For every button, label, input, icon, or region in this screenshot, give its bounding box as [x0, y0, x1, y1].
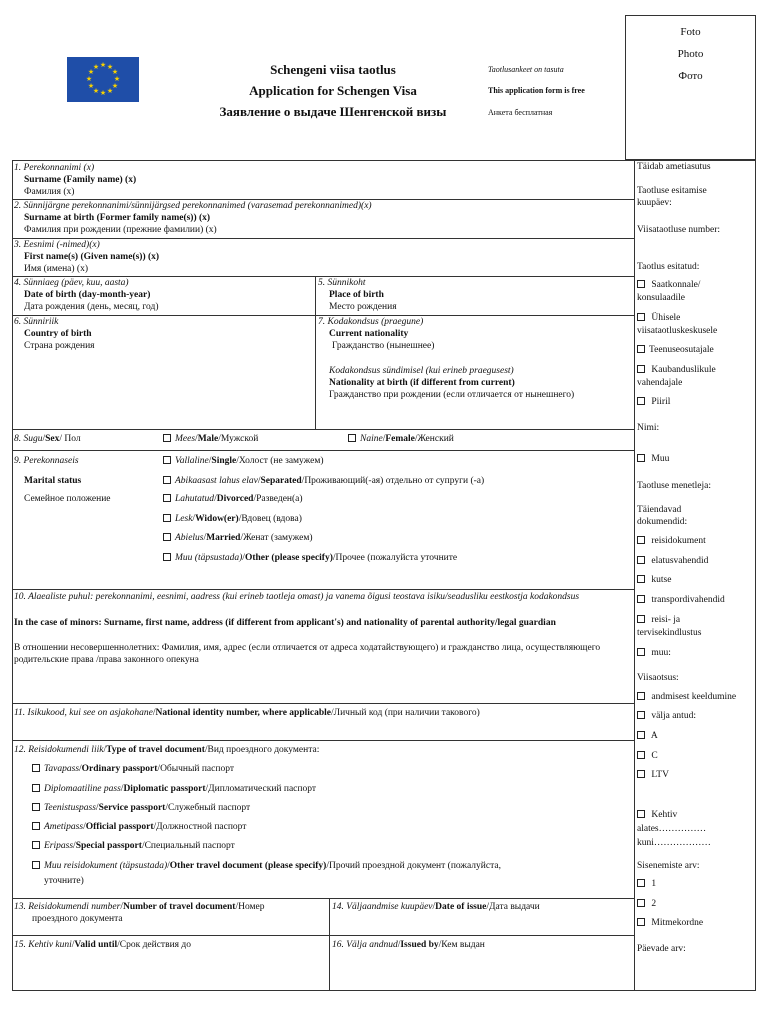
- doc-special-option[interactable]: Eripass/Special passport/Специальный паспорт: [32, 841, 235, 853]
- field-7b-en[interactable]: Nationality at birth (if different from current): [329, 378, 515, 388]
- svg-text:★: ★: [106, 87, 114, 95]
- checkbox-valid[interactable]: [637, 810, 645, 818]
- checkbox-official-passport[interactable]: [32, 822, 40, 830]
- official-docs-label: Täiendavad: [637, 505, 682, 515]
- field-9-et: 9. Perekonnaseis: [14, 456, 79, 466]
- title-et: Schengeni viisa taotlus: [270, 62, 396, 77]
- doc-travel-check[interactable]: reisidokument: [637, 536, 706, 548]
- official-column-divider: [634, 160, 635, 991]
- doc-invite-check[interactable]: kutse: [637, 575, 671, 587]
- official-header: Täidab ametiasutus: [637, 162, 711, 172]
- field-2-ru: Фамилия при рождении (прежние фамилии) (х): [24, 225, 217, 235]
- official-date-label-2: kuupäev:: [637, 198, 672, 208]
- field-10-en[interactable]: In the case of minors: Surname, first name, address (if different from applicant's) and nationality of parental authority/legal guardian: [14, 618, 556, 628]
- svg-text:★: ★: [99, 61, 107, 69]
- field-2-en[interactable]: Surname at birth (Former family name(s)) (x): [24, 213, 211, 223]
- title-en: Application for Schengen Visa: [249, 83, 417, 98]
- checkbox-doc-travel[interactable]: [637, 536, 645, 544]
- visa-type-ltv-check[interactable]: LTV: [637, 770, 669, 782]
- checkbox-refused[interactable]: [637, 692, 645, 700]
- submitted-common-option[interactable]: Ühisele: [637, 313, 680, 325]
- field-16-label[interactable]: 16. Välja andnud/Issued by/Кем выдан: [332, 940, 485, 950]
- doc-transport-check[interactable]: transpordivahendid: [637, 595, 725, 607]
- field-4-et: 4. Sünniaeg (päev, kuu, aasta): [14, 278, 129, 288]
- field-12-label: 12. Reisidokumendi liik/Type of travel document/Вид проездного документа:: [14, 745, 320, 755]
- marital-separated-option[interactable]: Abikaasast lahus elav/Separated/Проживающий(-ая) отдельно от супруги (-а): [163, 476, 484, 488]
- checkbox-married[interactable]: [163, 533, 171, 541]
- marital-divorced-option[interactable]: Lahutatud/Divorced/Разведен(а): [163, 494, 303, 506]
- field-2-et: 2. Sünnijärgne perekonnanimi/sünnijärgsed perekonnanimed (varasemad perekonnanimed)(x): [14, 201, 372, 211]
- doc-official-option[interactable]: Ametipass/Official passport/Должностной паспорт: [32, 822, 246, 834]
- field-13-cont: проездного документа: [32, 914, 123, 924]
- submitted-border-option[interactable]: Piiril: [637, 397, 670, 409]
- sex-female-option[interactable]: Naine/Female/Женский: [348, 434, 454, 446]
- official-date-label: Taotluse esitamise: [637, 186, 707, 196]
- submitted-embassy-option[interactable]: Saatkonnale/: [637, 280, 700, 292]
- checkbox-male[interactable]: [163, 434, 171, 442]
- field-6-en[interactable]: Country of birth: [24, 329, 92, 339]
- field-9-en: Marital status: [24, 476, 82, 486]
- visa-type-a-check[interactable]: A: [637, 731, 658, 743]
- svg-text:★: ★: [111, 68, 119, 76]
- checkbox-entries-multiple[interactable]: [637, 918, 645, 926]
- doc-other-option-cont: уточните): [44, 876, 84, 886]
- field-13-label[interactable]: 13. Reisidokumendi number/Number of travel document/Номер: [14, 902, 265, 912]
- svg-text:★: ★: [92, 87, 100, 95]
- svg-text:★: ★: [87, 82, 95, 90]
- field-3-en[interactable]: First name(s) (Given name(s)) (x): [24, 252, 160, 262]
- official-decision-label: Viisaotsus:: [637, 673, 679, 683]
- field-6-et: 6. Sünniriik: [14, 317, 59, 327]
- doc-ordinary-option[interactable]: Tavapass/Ordinary passport/Обычный паспорт: [32, 764, 234, 776]
- field-4-ru: Дата рождения (день, месяц, год): [24, 302, 159, 312]
- field-3-ru: Имя (имена) (х): [24, 264, 89, 274]
- checkbox-divorced[interactable]: [163, 494, 171, 502]
- checkbox-doc-invitation[interactable]: [637, 575, 645, 583]
- checkbox-type-a[interactable]: [637, 731, 645, 739]
- submitted-common-cont: viisataotluskeskusele: [637, 326, 718, 336]
- free-notice-et: Taotlusankeet on tasuta: [488, 65, 564, 74]
- field-9-ru: Семейное положение: [24, 494, 111, 504]
- marital-single-option[interactable]: Vallaline/Single/Холост (не замужем): [163, 456, 324, 468]
- field-15-label[interactable]: 15. Kehtiv kuni/Valid until/Срок действия до: [14, 940, 191, 950]
- marital-married-option[interactable]: Abielus/Married/Женат (замужем): [163, 533, 313, 545]
- doc-service-option[interactable]: Teenistuspass/Service passport/Служебный паспорт: [32, 803, 250, 815]
- official-handled-by: Taotluse menetleja:: [637, 481, 711, 491]
- valid-until[interactable]: kuni………………: [637, 838, 711, 848]
- official-submitted-label: Taotlus esitatud:: [637, 262, 700, 272]
- field-1-ru: Фамилия (х): [24, 187, 75, 197]
- submitted-embassy-cont: konsulaadile: [637, 293, 686, 303]
- checkbox-diplomatic-passport[interactable]: [32, 784, 40, 792]
- marital-widow-option[interactable]: Lesk/Widow(er)/Вдовец (вдова): [163, 514, 302, 526]
- photo-label-en: Photo: [677, 48, 704, 60]
- official-docs-label-2: dokumendid:: [637, 517, 688, 527]
- checkbox-type-ltv[interactable]: [637, 770, 645, 778]
- field-7b-ru: Гражданство при рождении (если отличается от нынешнего): [329, 390, 575, 400]
- field-1-et: 1. Perekonnanimi (x): [14, 163, 95, 173]
- checkbox-special-passport[interactable]: [32, 841, 40, 849]
- visa-type-c-check[interactable]: C: [637, 751, 658, 763]
- official-entries-label: Sisenemiste arv:: [637, 861, 700, 871]
- field-3-et: 3. Eesnimi (-nimed)(x): [14, 240, 100, 250]
- checkbox-single[interactable]: [163, 456, 171, 464]
- doc-diplomatic-option[interactable]: Diplomaatiline pass/Diplomatic passport/Дипломатический паспорт: [32, 784, 316, 796]
- checkbox-issued[interactable]: [637, 711, 645, 719]
- checkbox-commercial-intermediary[interactable]: [637, 365, 645, 373]
- field-5-ru: Место рождения: [329, 302, 397, 312]
- field-11-label[interactable]: 11. Isikukood, kui see on asjakohane/National identity number, where applicable/Личный код (при наличии такового): [14, 708, 480, 718]
- checkbox-doc-means[interactable]: [637, 556, 645, 564]
- official-number-label: Viisataotluse number:: [637, 225, 721, 235]
- checkbox-type-c[interactable]: [637, 751, 645, 759]
- checkbox-other-document[interactable]: [32, 861, 40, 869]
- field-7-et: 7. Kodakondsus (praegune): [318, 317, 424, 327]
- submitted-other-option[interactable]: Muu: [637, 454, 669, 466]
- field-7-ru: Гражданство (нынешнее): [332, 341, 435, 351]
- valid-from[interactable]: alates……………: [637, 824, 707, 834]
- checkbox-service-passport[interactable]: [32, 803, 40, 811]
- field-1-en[interactable]: Surname (Family name) (x): [24, 175, 137, 185]
- eu-flag-icon: [67, 57, 139, 102]
- official-name-label: Nimi:: [637, 423, 660, 433]
- free-notice-ru: Анкета бесплатная: [488, 108, 553, 117]
- checkbox-entries-2[interactable]: [637, 899, 645, 907]
- doc-insurance-check[interactable]: reisi- ja: [637, 615, 680, 627]
- submitted-commercial-option[interactable]: Kaubanduslikule: [637, 365, 716, 377]
- checkbox-widow[interactable]: [163, 514, 171, 522]
- checkbox-common-centre[interactable]: [637, 313, 645, 321]
- title-ru: Заявление о выдаче Шенгенской визы: [219, 104, 447, 119]
- photo-label-et: Foto: [680, 26, 701, 38]
- field-7b-et: Kodakondsus sündimisel (kui erineb praegusest): [329, 366, 514, 376]
- checkbox-doc-other[interactable]: [637, 648, 645, 656]
- field-7-en[interactable]: Current nationality: [329, 329, 409, 339]
- checkbox-doc-insurance[interactable]: [637, 615, 645, 623]
- checkbox-female[interactable]: [348, 434, 356, 442]
- field-14-label[interactable]: 14. Väljaandmise kuupäev/Date of issue/Дата выдачи: [332, 902, 540, 912]
- checkbox-doc-transport[interactable]: [637, 595, 645, 603]
- official-days-label: Päevade arv:: [637, 944, 686, 954]
- field-10-et: 10. Alaealiste puhul: perekonnanimi, eesnimi, aadress (kui erineb taotleja omast) ja vanema õigusi teostava isiku/seadusliku eestkostja kodakondsus: [14, 592, 580, 602]
- checkbox-border[interactable]: [637, 397, 645, 405]
- checkbox-separated[interactable]: [163, 476, 171, 484]
- field-10-ru: В отношении несовершеннолетних: Фамилия, имя, адрес (если отличается от адреса ходатайствующего) и гражданство лица, осуществляющего родительские права /права законного опекуна: [14, 643, 601, 665]
- entries-2-check[interactable]: 2: [637, 899, 656, 911]
- sex-male-option[interactable]: Mees/Male/Мужской: [163, 434, 258, 446]
- marital-other-option[interactable]: Muu (täpsustada)/Other (please specify)/Прочее (пожалуйста уточните: [163, 553, 457, 565]
- decision-issued-check[interactable]: välja antud:: [637, 711, 696, 723]
- doc-means-check[interactable]: elatusvahendid: [637, 556, 708, 568]
- doc-other-option[interactable]: Muu reisidokument (täpsustada)/Other travel document (please specify)/Прочий проездной документ (пожалуйста,: [32, 861, 501, 873]
- checkbox-embassy[interactable]: [637, 280, 645, 288]
- field-6-ru: Страна рождения: [24, 341, 95, 351]
- svg-text:★: ★: [106, 63, 114, 71]
- svg-text:★: ★: [85, 75, 93, 83]
- free-notice-en: This application form is free: [488, 86, 585, 95]
- checkbox-ordinary-passport[interactable]: [32, 764, 40, 772]
- checkbox-entries-1[interactable]: [637, 879, 645, 887]
- doc-other-check[interactable]: muu:: [637, 648, 671, 660]
- svg-text:★: ★: [113, 75, 121, 83]
- entries-multi-check[interactable]: Mitmekordne: [637, 918, 703, 930]
- photo-label-ru: Фото: [678, 70, 703, 82]
- field-5-et: 5. Sünnikoht: [318, 278, 366, 288]
- checkbox-marital-other[interactable]: [163, 553, 171, 561]
- field-8-label: 8. Sugu/Sex/ Пол: [14, 434, 81, 444]
- entries-1-check[interactable]: 1: [637, 879, 656, 891]
- svg-text:★: ★: [92, 63, 100, 71]
- valid-check[interactable]: Kehtiv: [637, 810, 677, 822]
- doc-insurance-cont: tervisekindlustus: [637, 628, 702, 638]
- field-4-en[interactable]: Date of birth (day-month-year): [24, 290, 151, 300]
- svg-text:★: ★: [99, 89, 107, 97]
- checkbox-service-provider[interactable]: [637, 345, 645, 353]
- svg-text:★: ★: [111, 82, 119, 90]
- field-5-en[interactable]: Place of birth: [329, 290, 384, 300]
- decision-refused-check[interactable]: andmisest keeldumine: [637, 692, 736, 704]
- svg-text:★: ★: [87, 68, 95, 76]
- checkbox-submitted-other[interactable]: [637, 454, 645, 462]
- submitted-provider-option[interactable]: Teenuseosutajale: [637, 345, 714, 357]
- submitted-commercial-cont: vahendajale: [637, 378, 683, 388]
